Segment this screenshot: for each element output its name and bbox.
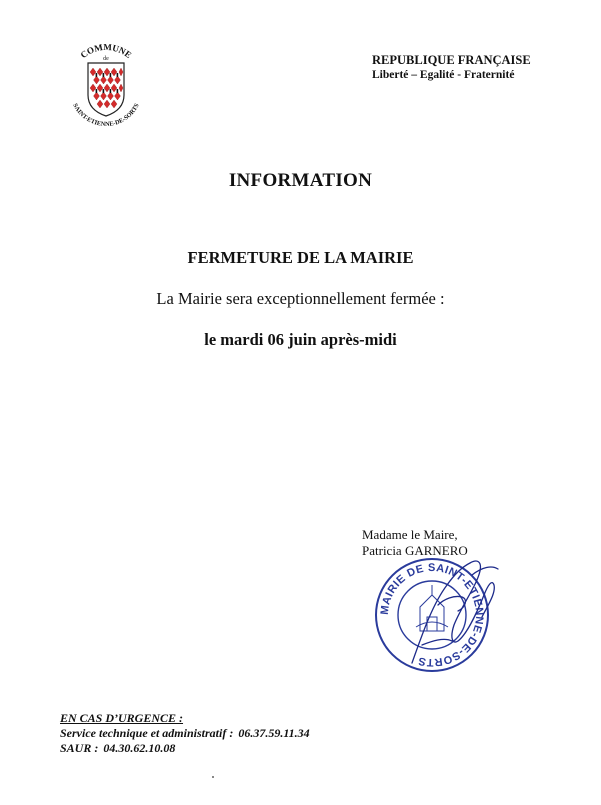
logo-arc-top: COMMUNE xyxy=(78,41,134,61)
closure-subtitle: FERMETURE DE LA MAIRIE xyxy=(187,248,414,267)
page-title: INFORMATION xyxy=(228,170,373,191)
signer-role: Madame le Maire, xyxy=(362,527,458,542)
handwritten-signature xyxy=(392,545,502,675)
commune-logo xyxy=(62,40,150,128)
closure-body: La Mairie sera exceptionnellement fermée : xyxy=(156,289,445,308)
service-phone: 06.37.59.11.34 xyxy=(238,726,310,740)
republic-header xyxy=(372,53,592,83)
emergency-block xyxy=(60,711,310,756)
emergency-heading: EN CAS D’URGENCE : xyxy=(60,711,184,725)
republic-title: REPUBLIQUE FRANÇAISE xyxy=(372,53,531,67)
logo-small: de xyxy=(103,56,109,62)
service-label: Service technique et administratif : xyxy=(60,726,234,740)
scan-speck xyxy=(212,776,214,778)
closure-date: le mardi 06 juin après-midi xyxy=(204,330,397,349)
saur-phone: 04.30.62.10.08 xyxy=(103,741,176,755)
saur-row xyxy=(60,741,310,756)
logo-arc-bottom: SAINT-ETIENNE-DE-SORTS xyxy=(71,102,141,128)
saur-label: SAUR : xyxy=(60,741,99,755)
service-row xyxy=(60,726,310,741)
republic-motto: Liberté – Egalité - Fraternité xyxy=(372,69,515,81)
signer-name: Patricia GARNERO xyxy=(362,543,468,558)
seal-text: MAIRIE DE SAINT-ETIENNE-DE-SORTS xyxy=(378,561,486,669)
